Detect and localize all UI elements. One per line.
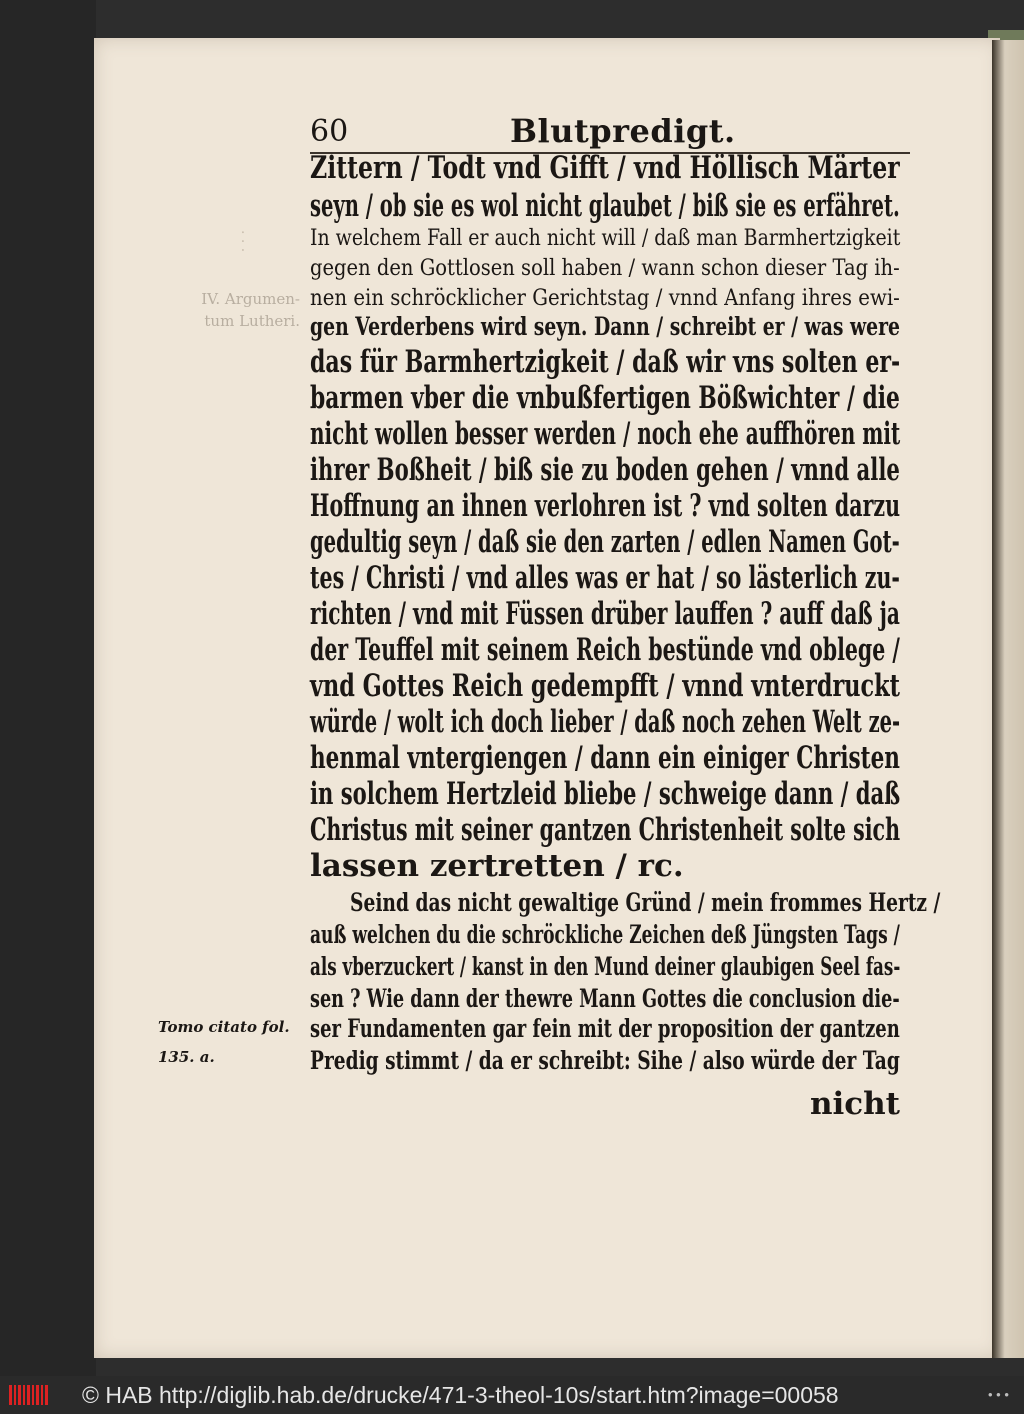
body-line: gedultig seyn / daß sie den zarten / edlen Namen Got- bbox=[310, 524, 900, 560]
body-line: Predig stimmt / da er schreibt: Sihe / also würde der Tag bbox=[310, 1046, 900, 1075]
body-line: auß welchen du die schröckliche Zeichen deß Jüngsten Tags / bbox=[310, 920, 900, 949]
footer-bar bbox=[0, 1376, 1024, 1414]
body-line: sen ? Wie dann der thewre Mann Gottes die conclusion die- bbox=[310, 984, 900, 1013]
body-line: seyn / ob sie es wol nicht glaubet / biß sie es erfähret. bbox=[310, 188, 900, 224]
body-line: tes / Christi / vnd alles was er hat / so lästerlich zu- bbox=[310, 560, 900, 596]
body-line: das für Barmhertzigkeit / daß wir vns solten er- bbox=[310, 344, 901, 380]
more-dots-icon[interactable]: • • • bbox=[988, 1387, 1009, 1402]
body-line: vnd Gottes Reich gedempfft / vnnd vnterdruckt bbox=[310, 668, 900, 704]
page-spine bbox=[992, 40, 1024, 1358]
body-line: als vberzuckert / kanst in den Mund deiner glaubigen Seel fas- bbox=[310, 952, 901, 981]
body-line: in solchem Hertzleid bliebe / schweige dann / daß bbox=[310, 776, 901, 812]
body-line: ihrer Boßheit / biß sie zu boden gehen / vnnd alle bbox=[310, 452, 900, 488]
margin-show-through: IV. Argumen- tum Lutheri. bbox=[201, 290, 300, 330]
body-line: nen ein schröcklicher Gerichtstag / vnnd Anfang ihres ewi- bbox=[310, 286, 900, 311]
footer-credit-link[interactable]: © HAB http://diglib.hab.de/drucke/471-3-theol-10s/start.htm?image=00058 bbox=[82, 1382, 839, 1408]
running-title: Blutpredigt. bbox=[510, 112, 736, 150]
body-line: In welchem Fall er auch nicht will / daß man Barmhertzigkeit bbox=[310, 226, 901, 251]
body-line: der Teuffel mit seinem Reich bestünde vnd oblege / bbox=[310, 632, 900, 668]
body-line: lassen zertretten / rc. bbox=[310, 848, 684, 884]
body-line: nicht wollen besser werden / noch ehe auffhören mit bbox=[310, 416, 901, 452]
page-number: 60 bbox=[310, 114, 349, 149]
body-line: gen Verderbens wird seyn. Dann / schreibt er / was were bbox=[310, 312, 900, 341]
body-line: Christus mit seiner gantzen Christenheit solte sich bbox=[310, 812, 901, 848]
show-through-vertical: · · · bbox=[234, 230, 250, 253]
body-line: barmen vber die vnbußfertigen Bößwichter / die bbox=[310, 380, 900, 416]
left-board bbox=[0, 0, 96, 1376]
body-line: richten / vnd mit Füssen drüber lauffen ? auff daß ja bbox=[310, 596, 900, 632]
body-line: Seind das nicht gewaltige Gründ / mein frommes Hertz / bbox=[350, 888, 941, 917]
body-line: gegen den Gottlosen soll haben / wann schon dieser Tag ih- bbox=[310, 256, 900, 281]
body-line: ser Fundamenten gar fein mit der proposition der gantzen bbox=[310, 1014, 900, 1043]
body-line: würde / wolt ich doch lieber / daß noch zehen Welt ze- bbox=[310, 704, 901, 740]
body-line: Zittern / Todt vnd Gifft / vnd Höllisch Märter bbox=[310, 150, 900, 186]
hab-barcode-logo-icon bbox=[8, 1382, 50, 1408]
margin-note: Tomo citato fol. 135. a. bbox=[158, 1018, 290, 1066]
catchword: nicht bbox=[809, 1086, 900, 1122]
body-line: Hoffnung an ihnen verlohren ist ? vnd solten darzu bbox=[310, 488, 901, 524]
body-line: henmal vntergiengen / dann ein einiger Christen bbox=[310, 740, 900, 776]
